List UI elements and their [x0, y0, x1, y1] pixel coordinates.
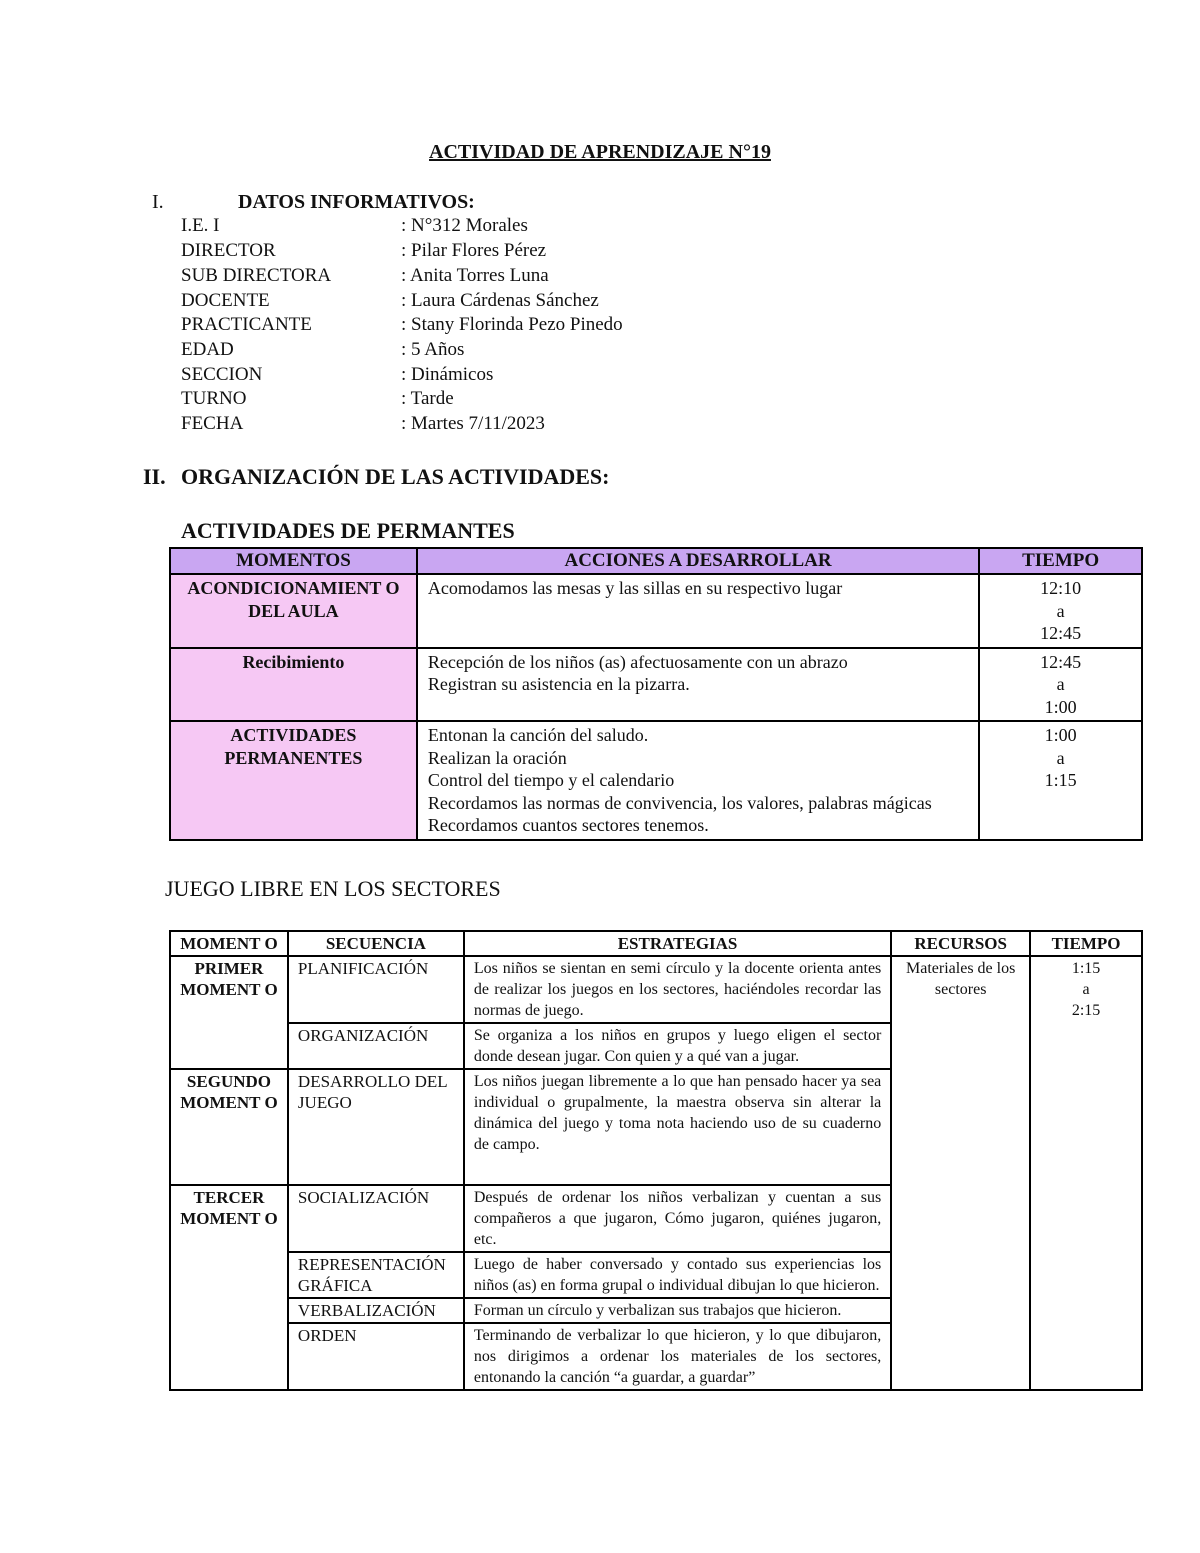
permanentes-table — [169, 547, 1143, 841]
table-row — [170, 648, 1142, 722]
table-header-row — [170, 931, 1142, 956]
tiempo-end: 1:15 — [1044, 770, 1077, 790]
accion-line: Recepción de los niños (as) afectuosamente con un abrazo — [427, 651, 848, 672]
acciones-cell — [417, 574, 979, 648]
secuencia-cell: ORGANIZACIÓN — [288, 1023, 464, 1069]
section-number-2: II. — [143, 464, 166, 489]
document-title: ACTIVIDAD DE APRENDIZAJE N°19 — [429, 141, 771, 163]
tiempo-end: 2:15 — [1071, 1002, 1101, 1019]
momento-cell: SEGUNDO MOMENT O — [170, 1069, 288, 1185]
accion-line: Realizan la oración — [427, 747, 567, 768]
header-secuencia: SECUENCIA — [288, 931, 464, 956]
table-row — [170, 574, 1142, 648]
info-label: FECHA — [181, 413, 244, 434]
info-label: DIRECTOR — [181, 240, 276, 261]
tiempo-cell — [1030, 956, 1142, 1390]
info-label: DOCENTE — [181, 290, 270, 311]
accion-line: Recordamos cuantos sectores tenemos. — [427, 815, 709, 835]
tiempo-sep: a — [1082, 981, 1090, 998]
info-label: PRACTICANTE — [181, 314, 312, 335]
secuencia-cell: VERBALIZACIÓN — [288, 1298, 464, 1323]
header-momento: MOMENT O — [170, 931, 288, 956]
header-tiempo: TIEMPO — [979, 548, 1142, 574]
accion-line: Recordamos las normas de convivencia, los valores, palabras mágicas — [427, 792, 932, 813]
header-acciones: ACCIONES A DESARROLLAR — [417, 548, 979, 574]
info-value: : Dinámicos — [401, 364, 494, 385]
momento-cell: Recibimiento — [170, 648, 417, 722]
info-label: SECCION — [181, 364, 263, 385]
secuencia-cell: PLANIFICACIÓN — [288, 956, 464, 1023]
tiempo-start: 1:15 — [1071, 960, 1101, 977]
estrategia-cell: Los niños juegan libremente a lo que han pensado hacer ya sea individual o grupalmente, la maestra observa sin alterar la dinámica del juego y toma nota haciendo uso de su cuaderno de campo. — [464, 1069, 891, 1185]
section-heading-organizacion: ORGANIZACIÓN DE LAS ACTIVIDADES: — [181, 464, 610, 489]
header-momentos: MOMENTOS — [170, 548, 417, 574]
estrategia-cell: Terminando de verbalizar lo que hicieron, y lo que dibujaron, nos dirigimos a ordenar los materiales de los sectores, entonando la canción “a guardar, a guardar” — [464, 1323, 891, 1390]
secuencia-cell: REPRESENTACIÓN GRÁFICA — [288, 1252, 464, 1298]
tiempo-start: 12:10 — [1040, 578, 1082, 598]
info-label: I.E. I — [181, 215, 220, 236]
tiempo-end: 1:00 — [1044, 696, 1077, 717]
acciones-cell — [417, 721, 979, 840]
tiempo-start: 1:00 — [1044, 725, 1077, 745]
estrategia-cell: Después de ordenar los niños verbalizan y cuentan a sus compañeros a que jugaron, Cómo jugaron, quiénes jugaron, etc. — [464, 1185, 891, 1252]
section-heading-datos: DATOS INFORMATIVOS: — [238, 191, 475, 213]
tiempo-end: 12:45 — [1040, 623, 1082, 643]
momento-cell: TERCER MOMENT O — [170, 1185, 288, 1390]
accion-line: Acomodamos las mesas y las sillas en su respectivo lugar — [427, 578, 843, 598]
momento-cell: PRIMER MOMENT O — [170, 956, 288, 1069]
info-value: : Martes 7/11/2023 — [401, 413, 545, 434]
juego-heading: JUEGO LIBRE EN LOS SECTORES — [165, 876, 501, 901]
info-value: : 5 Años — [401, 339, 465, 360]
accion-line: Control del tiempo y el calendario — [427, 770, 675, 790]
accion-line: Registran su asistencia en la pizarra. — [427, 674, 690, 694]
info-label: TURNO — [181, 388, 247, 409]
info-value: : Pilar Flores Pérez — [401, 240, 547, 261]
secuencia-cell: ORDEN — [288, 1323, 464, 1390]
table-header-row — [170, 548, 1142, 574]
recursos-cell: Materiales de los sectores — [891, 956, 1030, 1390]
table-row — [170, 721, 1142, 840]
tiempo-cell — [979, 574, 1142, 648]
secuencia-cell: SOCIALIZACIÓN — [288, 1185, 464, 1252]
header-estrategias: ESTRATEGIAS — [464, 931, 891, 956]
info-value: : N°312 Morales — [401, 215, 528, 236]
estrategia-cell: Se organiza a los niños en grupos y luego eligen el sector donde desean jugar. Con quien y a qué van a jugar. — [464, 1023, 891, 1069]
acciones-cell — [417, 648, 979, 722]
header-tiempo: TIEMPO — [1030, 931, 1142, 956]
tiempo-sep: a — [1056, 747, 1065, 768]
secuencia-cell: DESARROLLO DEL JUEGO — [288, 1069, 464, 1185]
estrategia-cell: Los niños se sientan en semi círculo y la docente orienta antes de realizar los juegos en los sectores, haciéndoles recordar las normas de juego. — [464, 956, 891, 1023]
info-value: : Stany Florinda Pezo Pinedo — [401, 314, 623, 335]
estrategia-cell: Forman un círculo y verbalizan sus trabajos que hicieron. — [464, 1298, 891, 1323]
header-recursos: RECURSOS — [891, 931, 1030, 956]
info-label: SUB DIRECTORA — [181, 265, 332, 286]
accion-line: Entonan la canción del saludo. — [427, 725, 649, 745]
section-number-1: I. — [152, 191, 164, 213]
table-row — [170, 956, 1142, 1023]
momento-cell: ACTIVIDADES PERMANENTES — [170, 721, 417, 840]
tiempo-cell — [979, 648, 1142, 722]
info-value: : Laura Cárdenas Sánchez — [401, 290, 599, 311]
estrategia-cell: Luego de haber conversado y contado sus experiencias los niños (as) en forma grupal o individual dibujan lo que hicieron. — [464, 1252, 891, 1298]
tiempo-start: 12:45 — [1040, 651, 1082, 672]
tiempo-sep: a — [1056, 600, 1065, 621]
tiempo-cell — [979, 721, 1142, 840]
info-label: EDAD — [181, 339, 234, 360]
juego-table — [169, 930, 1143, 1391]
info-value: : Anita Torres Luna — [401, 265, 549, 286]
tiempo-sep: a — [1056, 674, 1065, 694]
info-value: : Tarde — [401, 388, 454, 409]
permanentes-heading: ACTIVIDADES DE PERMANTES — [181, 518, 515, 543]
momento-cell: ACONDICIONAMIENT O DEL AULA — [170, 574, 417, 648]
